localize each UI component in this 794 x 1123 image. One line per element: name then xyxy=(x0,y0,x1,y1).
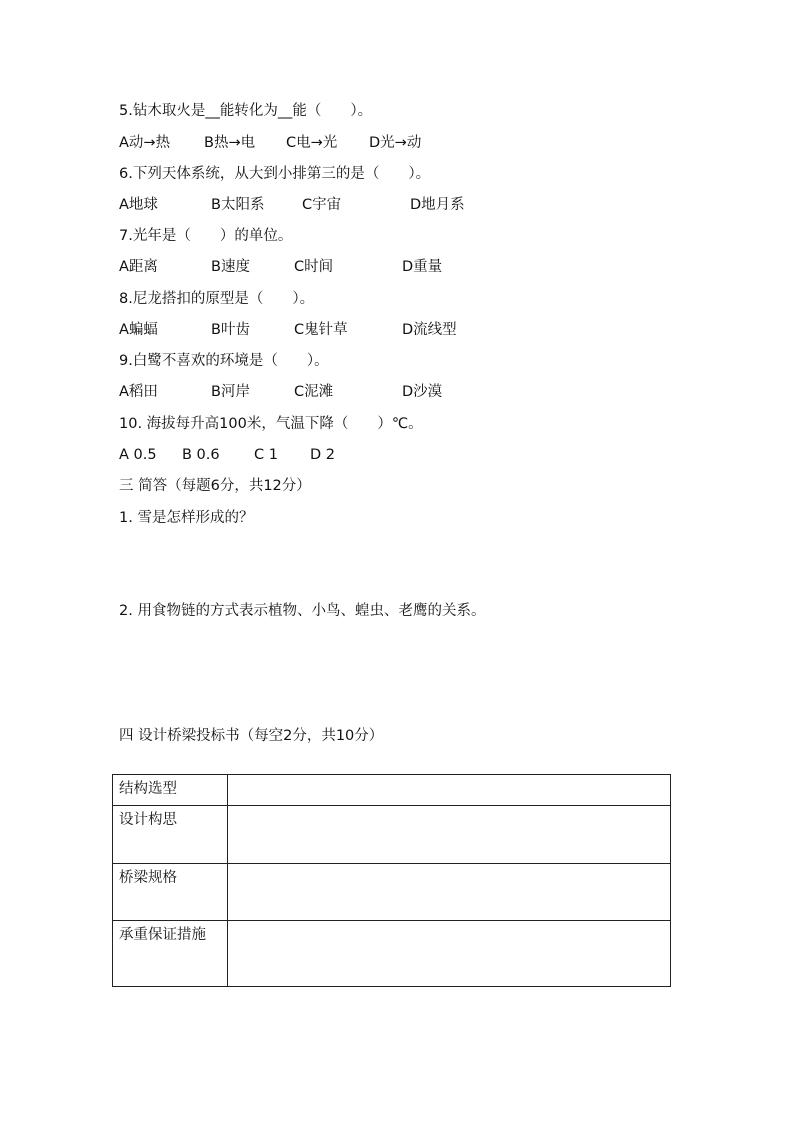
option-c: C宇宙 xyxy=(302,197,342,213)
question-9: 9.白鹭不喜欢的环境是（ ）。 xyxy=(119,353,329,369)
option-d: D地月系 xyxy=(410,197,465,213)
section-3-heading: 三 简答（每题6分，共12分） xyxy=(119,478,311,494)
option-c: C时间 xyxy=(294,259,334,275)
option-d: D流线型 xyxy=(402,322,457,338)
option-d: D光→动 xyxy=(369,135,422,151)
option-b: B热→电 xyxy=(204,135,256,151)
option-a: A 0.5 xyxy=(119,447,157,463)
section-4-heading: 四 设计桥梁投标书（每空2分，共10分） xyxy=(119,728,384,744)
option-b: B 0.6 xyxy=(182,447,220,463)
table-row xyxy=(113,864,671,921)
short-answer-1: 1. 雪是怎样形成的？ xyxy=(119,510,254,526)
answer-cell[interactable] xyxy=(228,864,671,921)
question-5: 5.钻木取火是__能转化为__能（ ）。 xyxy=(119,103,373,119)
option-a: A距离 xyxy=(119,259,158,275)
option-b: B叶齿 xyxy=(211,322,250,338)
row-label: 桥梁规格 xyxy=(113,864,228,921)
option-d: D重量 xyxy=(402,259,443,275)
row-label: 结构选型 xyxy=(113,775,228,806)
option-a: A动→热 xyxy=(119,135,171,151)
table-row xyxy=(113,921,671,987)
option-b: B河岸 xyxy=(211,384,250,400)
question-6: 6.下列天体系统，从大到小排第三的是（ ）。 xyxy=(119,166,431,182)
option-a: A稻田 xyxy=(119,384,158,400)
row-label: 设计构思 xyxy=(113,806,228,864)
option-a: A蝙蝠 xyxy=(119,322,158,338)
row-label: 承重保证措施 xyxy=(113,921,228,987)
option-c: C鬼针草 xyxy=(294,322,348,338)
option-d: D 2 xyxy=(310,447,335,463)
option-b: B速度 xyxy=(211,259,250,275)
table-row xyxy=(113,806,671,864)
option-c: C电→光 xyxy=(286,135,338,151)
table-row xyxy=(113,775,671,806)
option-b: B太阳系 xyxy=(211,197,265,213)
question-7: 7.光年是（ ）的单位。 xyxy=(119,228,293,244)
question-10: 10. 海拔每升高100米，气温下降（ ）℃。 xyxy=(119,416,423,432)
option-c: C泥滩 xyxy=(294,384,334,400)
option-a: A地球 xyxy=(119,197,158,213)
answer-cell[interactable] xyxy=(228,806,671,864)
answer-cell[interactable] xyxy=(228,921,671,987)
option-d: D沙漠 xyxy=(402,384,443,400)
answer-cell[interactable] xyxy=(228,775,671,806)
option-c: C 1 xyxy=(254,447,278,463)
bridge-bid-table xyxy=(112,774,671,987)
short-answer-2: 2. 用食物链的方式表示植物、小鸟、蝗虫、老鹰的关系。 xyxy=(119,603,486,619)
question-8: 8.尼龙搭扣的原型是（ ）。 xyxy=(119,291,315,307)
